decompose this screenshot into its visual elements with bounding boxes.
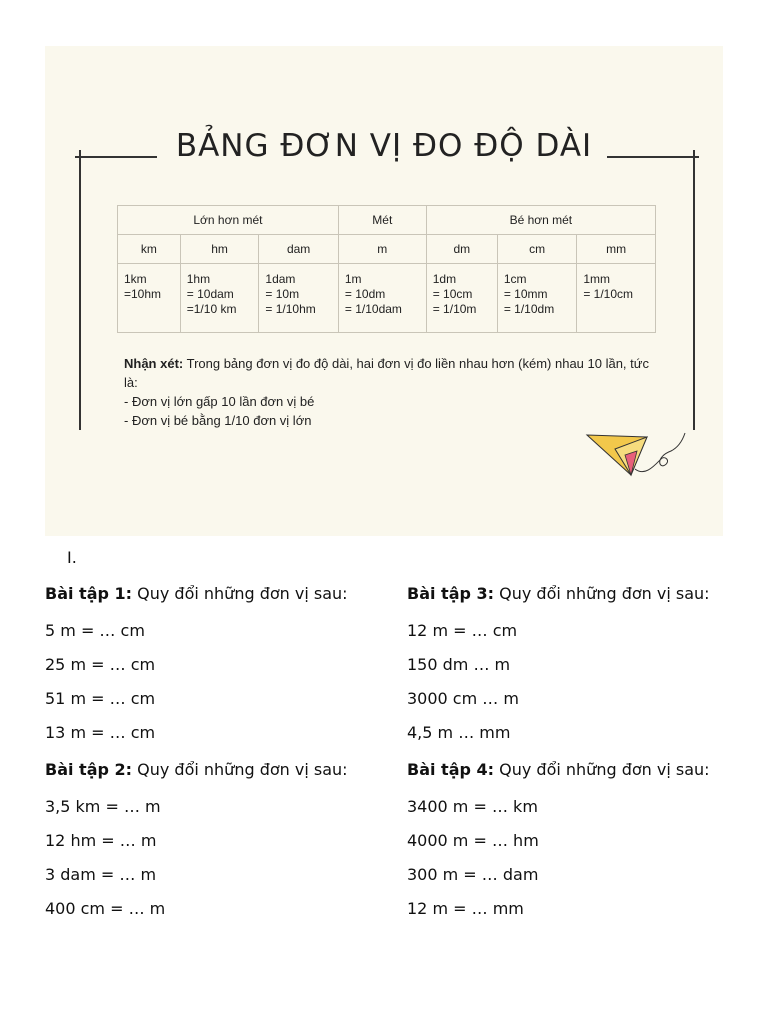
conversion-cm xyxy=(497,264,576,333)
conversion-line: = 1/10m xyxy=(432,302,477,316)
exercise-4-label: Bài tập 4: xyxy=(407,760,495,779)
conversion-m xyxy=(338,264,426,333)
group-header-larger: Lớn hơn mét xyxy=(118,206,339,235)
conversion-line: = 1/10dm xyxy=(503,302,555,316)
conversion-mm xyxy=(577,264,656,333)
conversion-hm xyxy=(180,264,259,333)
exercise-item: 12 m = … mm xyxy=(407,899,524,918)
note-block xyxy=(124,354,664,430)
section-marker: I. xyxy=(67,548,77,567)
conversion-line: = 10cm xyxy=(432,287,473,301)
exercise-2-heading xyxy=(45,758,365,782)
conversion-line: = 10dm xyxy=(344,287,386,301)
exercise-4-heading xyxy=(407,758,727,782)
unit-cm: cm xyxy=(497,235,576,264)
paper-plane-icon xyxy=(585,425,695,485)
exercise-item: 3000 cm … m xyxy=(407,689,519,708)
exercise-2-label: Bài tập 2: xyxy=(45,760,133,779)
conversion-dm xyxy=(426,264,497,333)
note-paragraph xyxy=(124,354,664,392)
unit-m: m xyxy=(338,235,426,264)
conversion-line: 1hm xyxy=(186,272,211,286)
conversion-line: = 10m xyxy=(265,287,300,301)
unit-dam: dam xyxy=(259,235,338,264)
conversion-dam xyxy=(259,264,338,333)
unit-km: km xyxy=(118,235,181,264)
exercise-3-label: Bài tập 3: xyxy=(407,584,495,603)
unit-hm: hm xyxy=(180,235,259,264)
exercise-column-right xyxy=(407,582,727,926)
note-label: Nhận xét: xyxy=(124,356,184,371)
exercise-item: 150 dm … m xyxy=(407,655,511,674)
unit-table xyxy=(117,205,656,333)
conversion-line: 1km xyxy=(124,272,147,286)
conversion-line: 1cm xyxy=(503,272,527,286)
conversion-line: = 10dam xyxy=(186,287,234,301)
conversion-line: = 1/10cm xyxy=(583,287,634,301)
exercise-item: 400 cm = … m xyxy=(45,899,166,918)
note-line-2: - Đơn vị bé bằng 1/10 đơn vị lớn xyxy=(124,413,312,428)
exercise-4-text: Quy đổi những đơn vị sau: xyxy=(494,760,710,779)
conversion-line: =10hm xyxy=(124,287,162,301)
conversion-line: 1m xyxy=(344,272,362,286)
exercise-item: 12 hm = … m xyxy=(45,831,157,850)
exercise-item: 51 m = … cm xyxy=(45,689,156,708)
exercise-3-text: Quy đổi những đơn vị sau: xyxy=(494,584,710,603)
exercise-item: 12 m = … cm xyxy=(407,621,518,640)
exercise-item: 25 m = … cm xyxy=(45,655,156,674)
exercise-1-label: Bài tập 1: xyxy=(45,584,133,603)
conversion-line: 1mm xyxy=(583,272,610,286)
exercise-column-left xyxy=(45,582,365,926)
exercise-item: 4000 m = … hm xyxy=(407,831,539,850)
exercise-item: 13 m = … cm xyxy=(45,723,156,742)
exercise-1-text: Quy đổi những đơn vị sau: xyxy=(132,584,348,603)
exercise-item: 5 m = … cm xyxy=(45,621,145,640)
note-text: Trong bảng đơn vị đo độ dài, hai đơn vị đo liền nhau hơn (kém) nhau 10 lần, tức là: xyxy=(124,356,649,390)
conversion-line: 1dam xyxy=(265,272,296,286)
exercise-item: 3,5 km = … m xyxy=(45,797,161,816)
conversion-km xyxy=(118,264,181,333)
conversion-line: 1dm xyxy=(432,272,457,286)
group-header-meter: Mét xyxy=(338,206,426,235)
conversion-line: = 1/10hm xyxy=(265,302,316,316)
banner-title: BẢNG ĐƠN VỊ ĐO ĐỘ DÀI xyxy=(175,128,593,164)
unit-mm: mm xyxy=(577,235,656,264)
exercise-1-heading xyxy=(45,582,365,606)
note-line-1: - Đơn vị lớn gấp 10 lần đơn vị bé xyxy=(124,394,315,409)
exercise-3-heading xyxy=(407,582,727,606)
conversion-line: = 1/10dam xyxy=(344,302,402,316)
exercise-2-text: Quy đổi những đơn vị sau: xyxy=(132,760,348,779)
frame-right-line xyxy=(693,150,695,430)
exercise-item: 300 m = … dam xyxy=(407,865,539,884)
frame-left-line xyxy=(79,150,81,430)
group-header-smaller: Bé hơn mét xyxy=(426,206,655,235)
exercise-item: 3 dam = … m xyxy=(45,865,157,884)
unit-dm: dm xyxy=(426,235,497,264)
exercise-item: 3400 m = … km xyxy=(407,797,538,816)
conversion-line: =1/10 km xyxy=(186,302,237,316)
conversion-line: = 10mm xyxy=(503,287,548,301)
exercise-item: 4,5 m … mm xyxy=(407,723,511,742)
